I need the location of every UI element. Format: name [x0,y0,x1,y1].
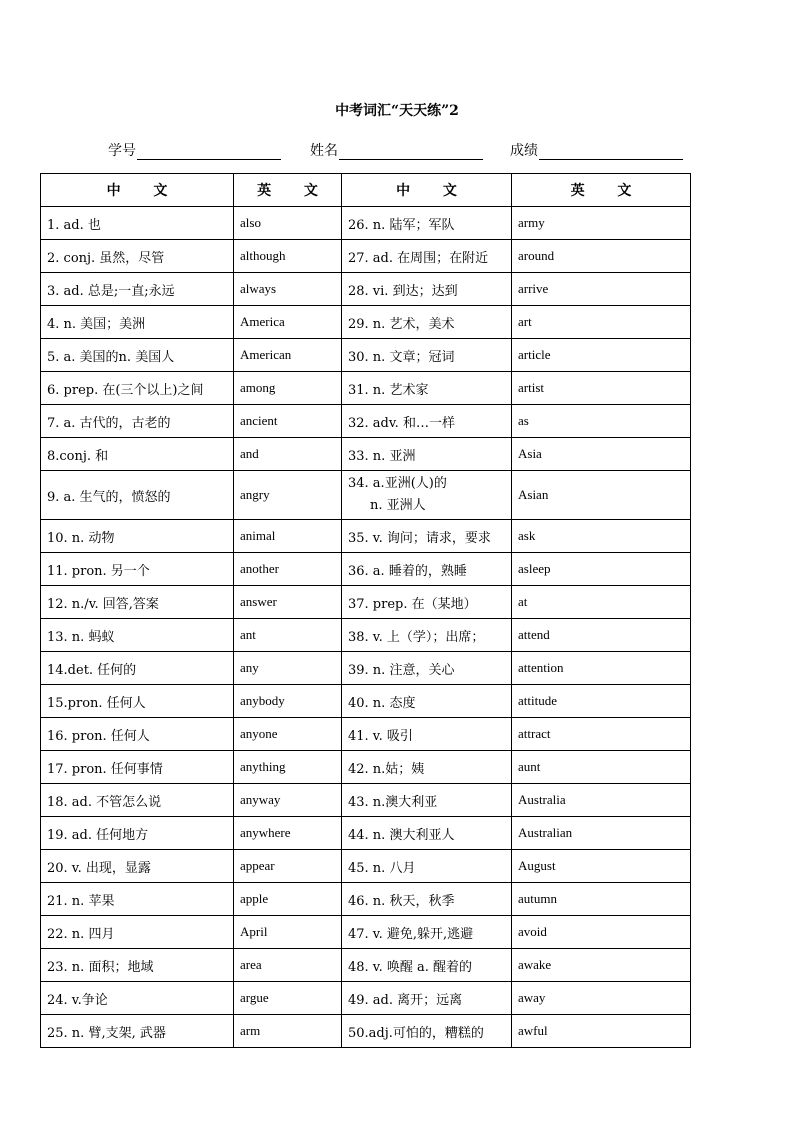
chinese-meaning-cell: 29. n. 艺术，美术 [342,306,512,339]
name-blank[interactable] [339,141,483,160]
chinese-meaning-cell: 23. n. 面积；地域 [41,949,234,982]
column-header-chinese-left: 中 文 [41,174,234,207]
vocabulary-table [40,173,691,1048]
english-word-cell: arrive [512,273,691,306]
column-header-english-right: 英 文 [512,174,691,207]
table-row [41,471,691,520]
column-header-chinese-right: 中 文 [342,174,512,207]
table-row [41,619,691,652]
english-word-cell: article [512,339,691,372]
english-word-cell: although [234,240,342,273]
english-word-cell: apple [234,883,342,916]
table-row [41,817,691,850]
chinese-meaning-cell: 41. v. 吸引 [342,718,512,751]
chinese-meaning-cell [342,471,512,520]
chinese-meaning-cell: 3. ad. 总是;一直;永远 [41,273,234,306]
english-word-cell: awake [512,949,691,982]
chinese-meaning-cell: 31. n. 艺术家 [342,372,512,405]
chinese-meaning-cell: 15.pron. 任何人 [41,685,234,718]
english-word-cell: anywhere [234,817,342,850]
english-word-cell: anybody [234,685,342,718]
table-row [41,405,691,438]
chinese-meaning-cell: 36. a. 睡着的，熟睡 [342,553,512,586]
english-word-cell: attention [512,652,691,685]
table-row [41,372,691,405]
chinese-meaning-cell: 26. n. 陆军；军队 [342,207,512,240]
chinese-meaning-cell: 42. n.姑；姨 [342,751,512,784]
score-field[interactable] [510,140,683,160]
chinese-meaning-cell: 12. n./v. 回答,答案 [41,586,234,619]
table-row [41,850,691,883]
english-word-cell: artist [512,372,691,405]
chinese-meaning-cell: 44. n. 澳大利亚人 [342,817,512,850]
chinese-meaning-cell: 2. conj. 虽然，尽管 [41,240,234,273]
chinese-meaning-cell: 45. n. 八月 [342,850,512,883]
table-row [41,306,691,339]
table-row [41,553,691,586]
page-title: 中考词汇“天天练”2 [335,103,459,119]
english-word-cell: appear [234,850,342,883]
table-row [41,718,691,751]
english-word-cell: Asian [512,471,691,520]
english-word-cell: arm [234,1015,342,1048]
chinese-meaning-cell: 35. v. 询问；请求，要求 [342,520,512,553]
chinese-meaning-cell: 7. a. 古代的，古老的 [41,405,234,438]
english-word-cell: avoid [512,916,691,949]
english-word-cell: attitude [512,685,691,718]
name-label: 姓名 [310,143,338,159]
chinese-meaning-cell: 16. pron. 任何人 [41,718,234,751]
table-row [41,685,691,718]
table-row [41,652,691,685]
table-row [41,916,691,949]
chinese-meaning-cell: 40. n. 态度 [342,685,512,718]
table-row [41,751,691,784]
english-word-cell: anyway [234,784,342,817]
score-label: 成绩 [510,143,538,159]
student-no-blank[interactable] [137,141,281,160]
chinese-meaning-cell: 8.conj. 和 [41,438,234,471]
column-header-english-left: 英 文 [234,174,342,207]
english-word-cell: August [512,850,691,883]
english-word-cell: another [234,553,342,586]
english-word-cell: army [512,207,691,240]
table-row [41,520,691,553]
chinese-meaning-cell: 46. n. 秋天，秋季 [342,883,512,916]
chinese-meaning-cell: 11. pron. 另一个 [41,553,234,586]
chinese-meaning-cell: 5. a. 美国的n. 美国人 [41,339,234,372]
chinese-meaning-cell: 25. n. 臂,支架, 武器 [41,1015,234,1048]
table-row [41,949,691,982]
english-word-cell: among [234,372,342,405]
chinese-meaning-cell: 18. ad. 不管怎么说 [41,784,234,817]
english-word-cell: anything [234,751,342,784]
chinese-meaning-cell: 27. ad. 在周围；在附近 [342,240,512,273]
english-word-cell: also [234,207,342,240]
english-word-cell: around [512,240,691,273]
english-word-cell: autumn [512,883,691,916]
english-word-cell: Australia [512,784,691,817]
english-word-cell: April [234,916,342,949]
table-row [41,273,691,306]
english-word-cell: answer [234,586,342,619]
chinese-meaning-cell: 17. pron. 任何事情 [41,751,234,784]
english-word-cell: aunt [512,751,691,784]
english-word-cell: awful [512,1015,691,1048]
chinese-meaning-cell: 13. n. 蚂蚁 [41,619,234,652]
chinese-meaning-cell: 14.det. 任何的 [41,652,234,685]
chinese-meaning-cell: 1. ad. 也 [41,207,234,240]
table-row [41,339,691,372]
chinese-meaning-cell: 22. n. 四月 [41,916,234,949]
name-field[interactable] [310,140,483,160]
chinese-meaning-cell: 33. n. 亚洲 [342,438,512,471]
table-row [41,207,691,240]
chinese-meaning-cell: 28. vi. 到达；达到 [342,273,512,306]
student-no-field[interactable] [108,140,281,160]
english-word-cell: America [234,306,342,339]
english-word-cell: ask [512,520,691,553]
chinese-meaning-cell: 10. n. 动物 [41,520,234,553]
chinese-meaning-cell: 4. n. 美国；美洲 [41,306,234,339]
student-info-line [0,140,794,164]
chinese-meaning-cell: 19. ad. 任何地方 [41,817,234,850]
english-word-cell: and [234,438,342,471]
chinese-meaning-line: 34. a.亚洲(人)的 [348,476,447,491]
vocabulary-table-body [41,207,691,1048]
english-word-cell: Australian [512,817,691,850]
english-word-cell: at [512,586,691,619]
english-word-cell: Asia [512,438,691,471]
chinese-meaning-cell: 21. n. 苹果 [41,883,234,916]
english-word-cell: as [512,405,691,438]
english-word-cell: argue [234,982,342,1015]
score-blank[interactable] [539,141,683,160]
chinese-meaning-cell: 20. v. 出现，显露 [41,850,234,883]
english-word-cell: asleep [512,553,691,586]
table-row [41,240,691,273]
english-word-cell: ant [234,619,342,652]
table-row [41,982,691,1015]
english-word-cell: ancient [234,405,342,438]
english-word-cell: area [234,949,342,982]
chinese-meaning-cell: 43. n.澳大利亚 [342,784,512,817]
english-word-cell: American [234,339,342,372]
chinese-meaning-cell: 9. a. 生气的，愤怒的 [41,471,234,520]
chinese-meaning-cell: 32. adv. 和…一样 [342,405,512,438]
table-row [41,586,691,619]
english-word-cell: art [512,306,691,339]
chinese-meaning-cell: 47. v. 避免,躲开,逃避 [342,916,512,949]
english-word-cell: anyone [234,718,342,751]
chinese-meaning-cell: 48. v. 唤醒 a. 醒着的 [342,949,512,982]
chinese-meaning-cell: 24. v.争论 [41,982,234,1015]
english-word-cell: away [512,982,691,1015]
chinese-meaning-cell: 37. prep. 在（某地） [342,586,512,619]
table-header-row [41,174,691,207]
table-row [41,883,691,916]
chinese-meaning-cell: 49. ad. 离开；远离 [342,982,512,1015]
table-row [41,1015,691,1048]
chinese-meaning-line: n. 亚洲人 [370,498,426,513]
chinese-meaning-cell: 30. n. 文章；冠词 [342,339,512,372]
chinese-meaning-cell: 38. v. 上（学）；出席； [342,619,512,652]
chinese-meaning-cell: 50.adj.可怕的，糟糕的 [342,1015,512,1048]
table-row [41,784,691,817]
chinese-meaning-cell: 39. n. 注意，关心 [342,652,512,685]
chinese-meaning-cell: 6. prep. 在(三个以上)之间 [41,372,234,405]
english-word-cell: attend [512,619,691,652]
english-word-cell: attract [512,718,691,751]
english-word-cell: angry [234,471,342,520]
english-word-cell: animal [234,520,342,553]
student-no-label: 学号 [108,143,136,159]
english-word-cell: always [234,273,342,306]
table-row [41,438,691,471]
english-word-cell: any [234,652,342,685]
